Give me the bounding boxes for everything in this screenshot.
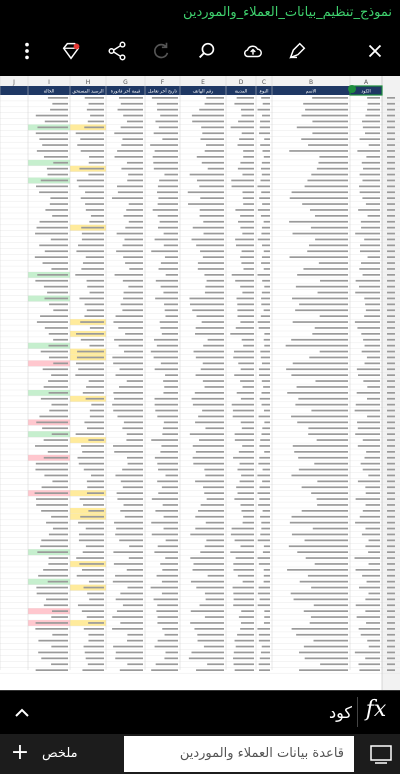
premium-button[interactable] — [56, 36, 86, 66]
formula-divider — [357, 697, 358, 727]
column-letter[interactable]: G — [123, 79, 128, 86]
column-header[interactable]: الحالة — [43, 89, 55, 95]
column-letter[interactable]: I — [48, 79, 50, 86]
column-header[interactable]: قيمة آخر فاتورة — [110, 89, 141, 95]
search-button[interactable] — [192, 36, 222, 66]
column-header[interactable]: الرصيد المستحق — [72, 89, 104, 95]
gem-icon — [60, 40, 82, 62]
column-letter[interactable]: C — [261, 79, 267, 86]
column-letter[interactable]: B — [308, 79, 314, 86]
more-icon — [16, 40, 38, 62]
close-button[interactable] — [360, 36, 390, 66]
more-options-button[interactable] — [12, 36, 42, 66]
column-header[interactable]: تاريخ آخر تعامل — [148, 89, 177, 95]
column-letter[interactable]: E — [201, 79, 205, 86]
search-icon — [196, 40, 218, 62]
formula-content[interactable]: كود — [328, 703, 352, 722]
formula-bar — [0, 690, 400, 734]
redo-icon — [150, 40, 172, 62]
close-icon — [364, 40, 386, 62]
column-letter[interactable]: H — [85, 79, 91, 86]
column-letter[interactable]: D — [238, 79, 244, 86]
fx-button[interactable]: fx — [365, 697, 387, 722]
redo-button[interactable] — [146, 36, 176, 66]
column-header[interactable]: الكود — [361, 89, 371, 95]
spreadsheet-grid[interactable] — [0, 76, 400, 690]
cloud-upload-button[interactable] — [238, 36, 268, 66]
cell-grid[interactable] — [0, 76, 400, 690]
column-letter[interactable]: F — [160, 79, 165, 86]
column-letter[interactable]: A — [363, 79, 369, 86]
add-sheet-button[interactable]: + — [10, 740, 30, 765]
share-button[interactable] — [102, 36, 132, 66]
column-letter[interactable]: J — [13, 79, 15, 86]
pen-icon — [286, 40, 308, 62]
share-icon — [106, 40, 128, 62]
status-bar — [0, 0, 400, 26]
sheet-tab-bar — [0, 734, 400, 774]
cloud-upload-icon — [242, 40, 264, 62]
draw-button[interactable] — [282, 36, 312, 66]
tab-active-sheet[interactable]: قاعدة بيانات العملاء والموردين — [124, 736, 354, 772]
column-header[interactable]: رقم الهاتف — [192, 89, 214, 95]
toolbar — [0, 26, 400, 76]
sheets-list-icon[interactable] — [370, 744, 392, 764]
document-title: نموذج_تنظيم_بيانات_العملاء_والموردين — [182, 5, 392, 20]
column-header[interactable]: المدينة — [234, 89, 248, 95]
column-header[interactable]: الاسم — [305, 89, 317, 95]
tab-summary[interactable]: ملخص — [42, 746, 78, 761]
column-header[interactable]: النوع — [259, 89, 269, 95]
chevron-up-icon[interactable] — [12, 703, 32, 723]
